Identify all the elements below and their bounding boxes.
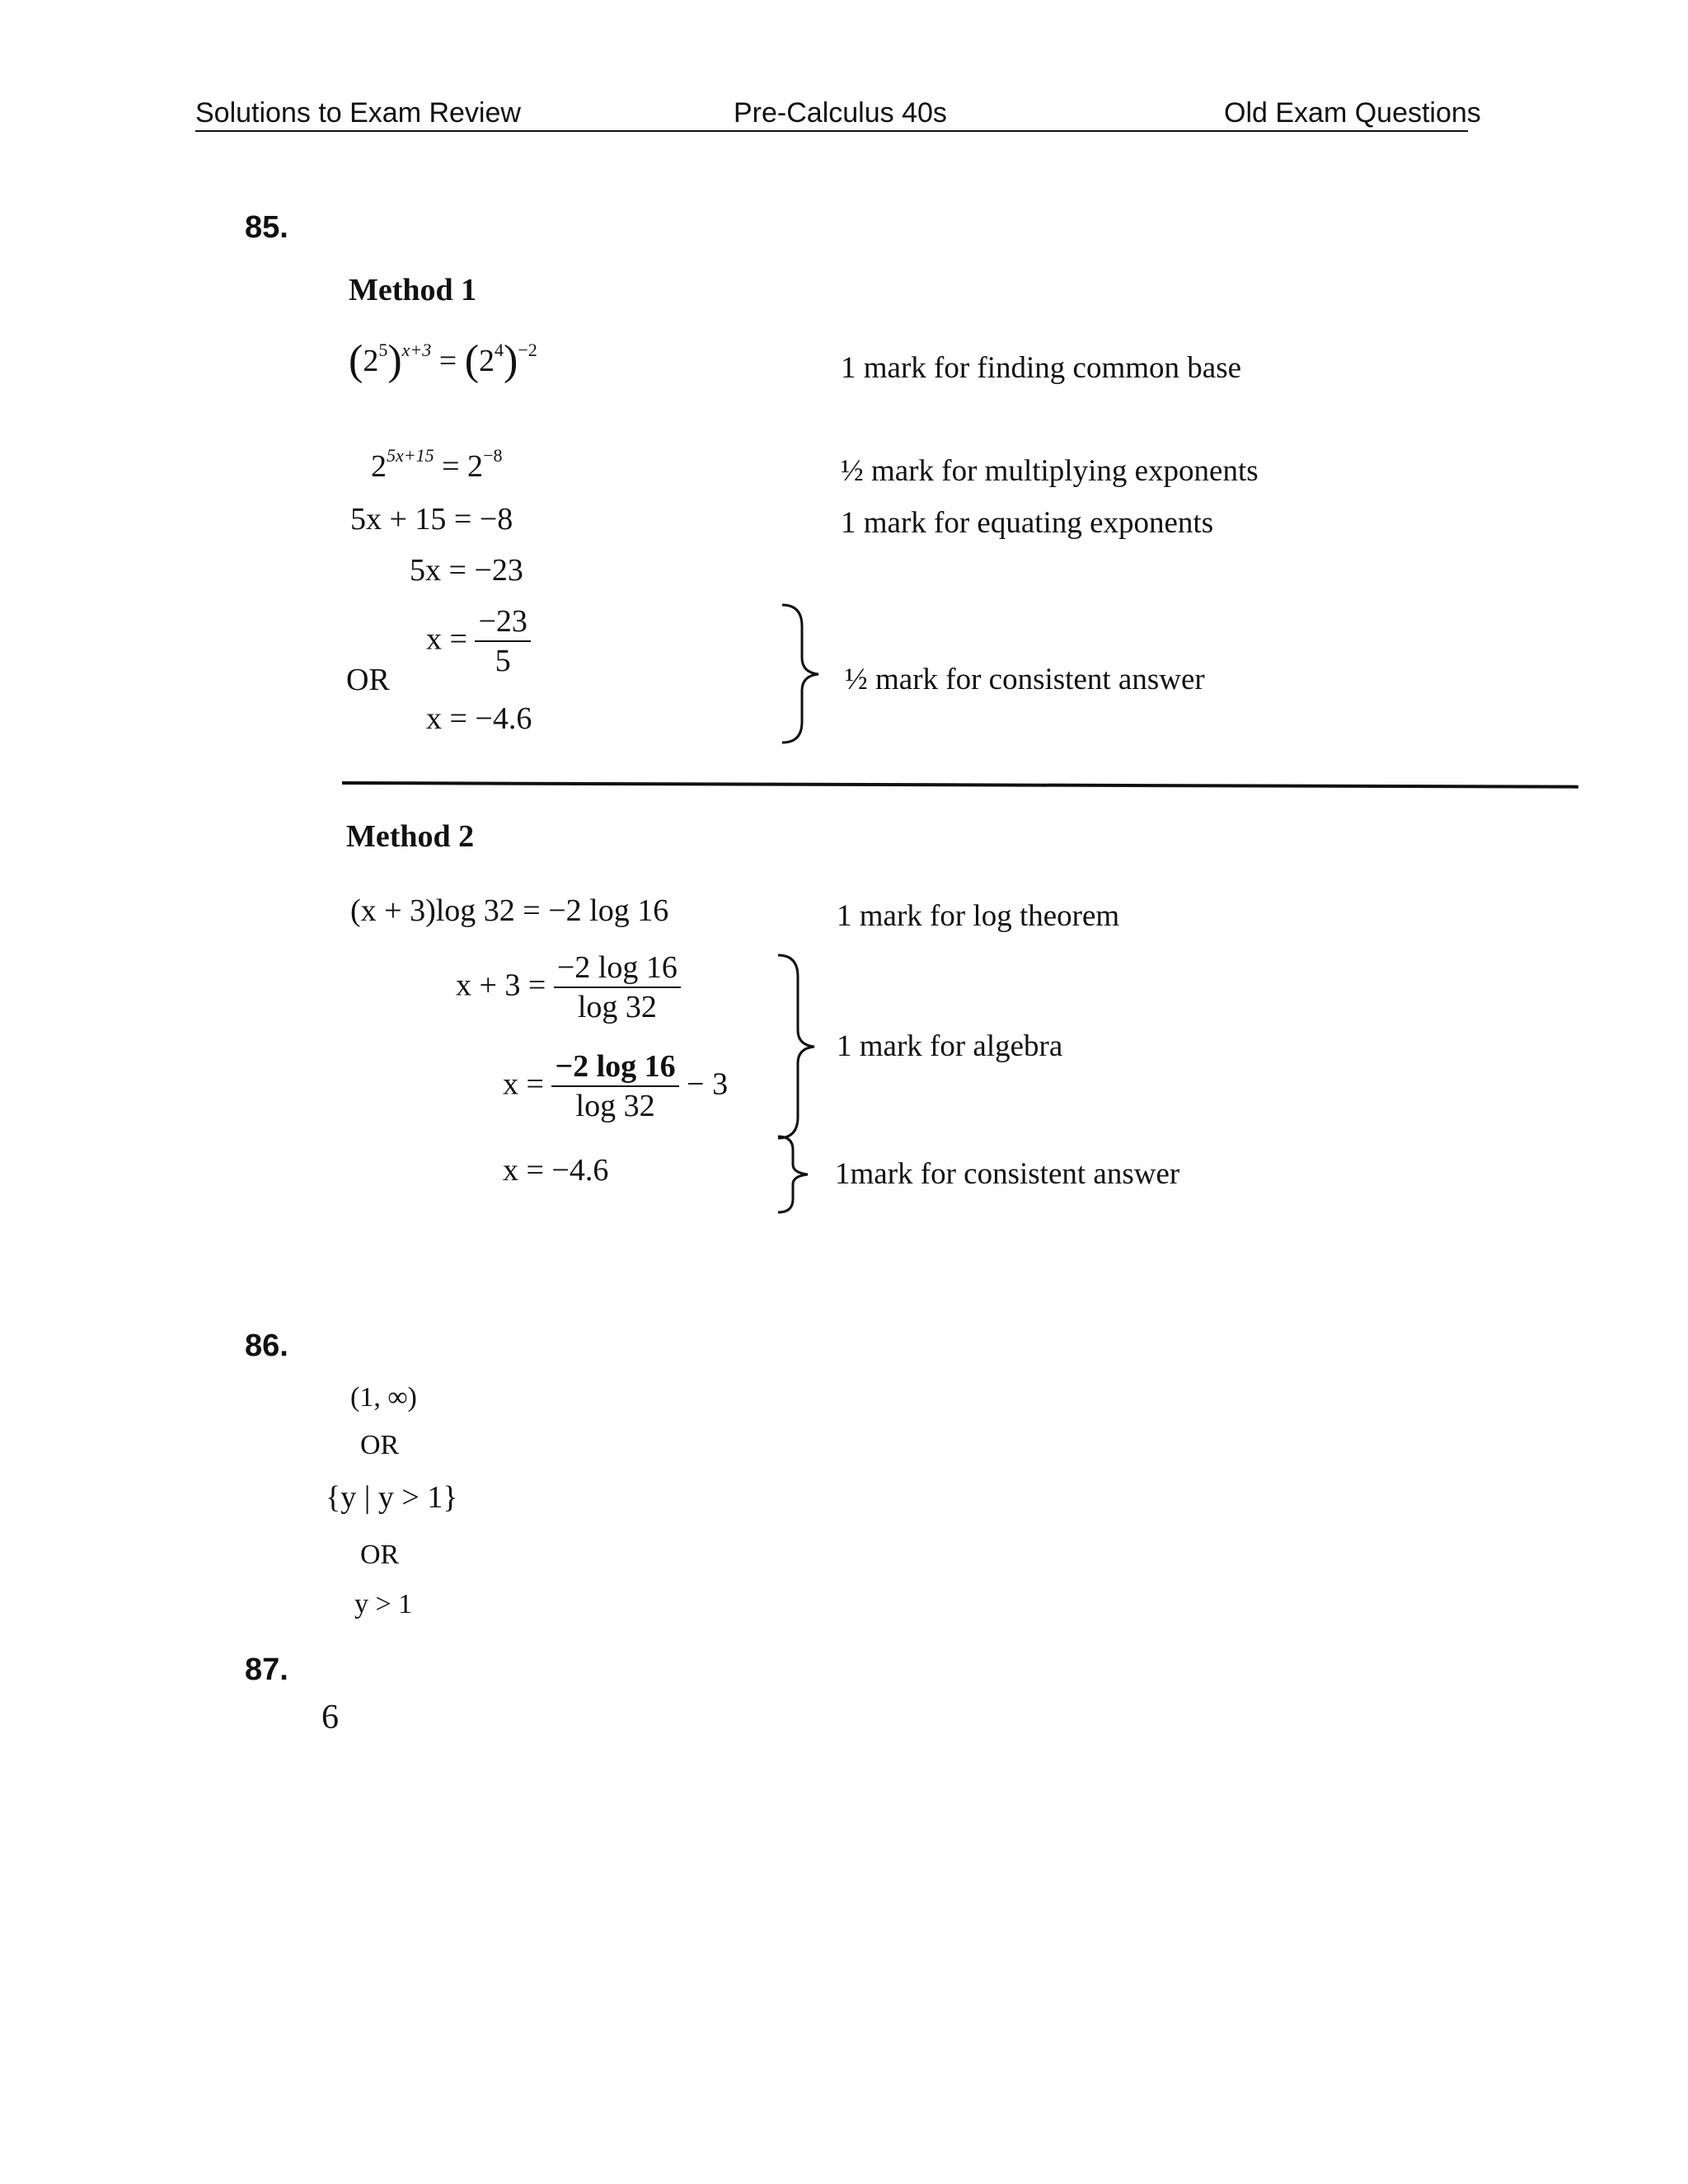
question-87-number: 87.	[245, 1652, 288, 1687]
header-center: Pre-Calculus 40s	[734, 97, 947, 129]
method-1-brace-icon	[779, 602, 828, 746]
method-2-mark-log-theorem: 1 mark for log theorem	[837, 899, 1120, 933]
method-divider	[342, 781, 1578, 789]
method-1-eq-decimal: x = −4.6	[426, 701, 532, 736]
method-2-mark-consistent: 1mark for consistent answer	[835, 1157, 1180, 1191]
method-2-mark-algebra: 1 mark for algebra	[837, 1029, 1063, 1063]
method-2-eq-x-plus-3: x + 3 = $\frac{-2 \log 16}{\log 32}$	[456, 952, 681, 1024]
method-1-mark-common-base: 1 mark for finding common base	[841, 351, 1242, 385]
method-1-mark-consistent: ½ mark for consistent answer	[845, 663, 1205, 696]
method-1-mark-multiply: ½ mark for multiplying exponents	[841, 454, 1259, 488]
method-1-or-label: OR	[346, 663, 390, 697]
method-1-eq-fraction: x = $\frac{-23}{5}$	[426, 606, 531, 678]
method-1-eq-multiply: $2^{5x+15} = 2^{-8}$	[371, 445, 503, 484]
method-2-brace-answer-icon	[775, 1133, 824, 1216]
q86-or-1: OR	[360, 1430, 400, 1460]
method-2-eq-answer: x = −4.6	[503, 1153, 609, 1188]
method-2-eq-log: (x + 3)log 32 = −2 log 16	[350, 893, 669, 928]
method-1-eq-common-base: $(2^5)^{x+3} = (2^4)^{-2}$	[349, 337, 537, 384]
q87-answer: 6	[321, 1699, 339, 1736]
q86-or-2: OR	[360, 1540, 400, 1570]
question-86-number: 86.	[245, 1329, 288, 1363]
method-1-mark-equate: 1 mark for equating exponents	[841, 506, 1214, 540]
method-1-eq-5x: 5x = −23	[410, 553, 523, 588]
header-left: Solutions to Exam Review	[195, 97, 521, 129]
header-underline	[195, 130, 1468, 132]
q86-set-builder: {y | y > 1}	[326, 1480, 458, 1515]
question-85-number: 85.	[245, 210, 288, 245]
method-2-eq-x: x = $\frac{-2 \log 16}{\log 32}$ − 3	[503, 1049, 729, 1123]
q86-inequality: y > 1	[354, 1589, 413, 1619]
method-2-title: Method 2	[346, 819, 475, 854]
method-2-brace-algebra-icon	[775, 952, 824, 1141]
q86-interval: (1, ∞)	[350, 1382, 417, 1413]
method-1-eq-equate: 5x + 15 = −8	[350, 502, 513, 537]
header-right: Old Exam Questions	[1224, 97, 1481, 129]
method-1-title: Method 1	[349, 273, 477, 307]
